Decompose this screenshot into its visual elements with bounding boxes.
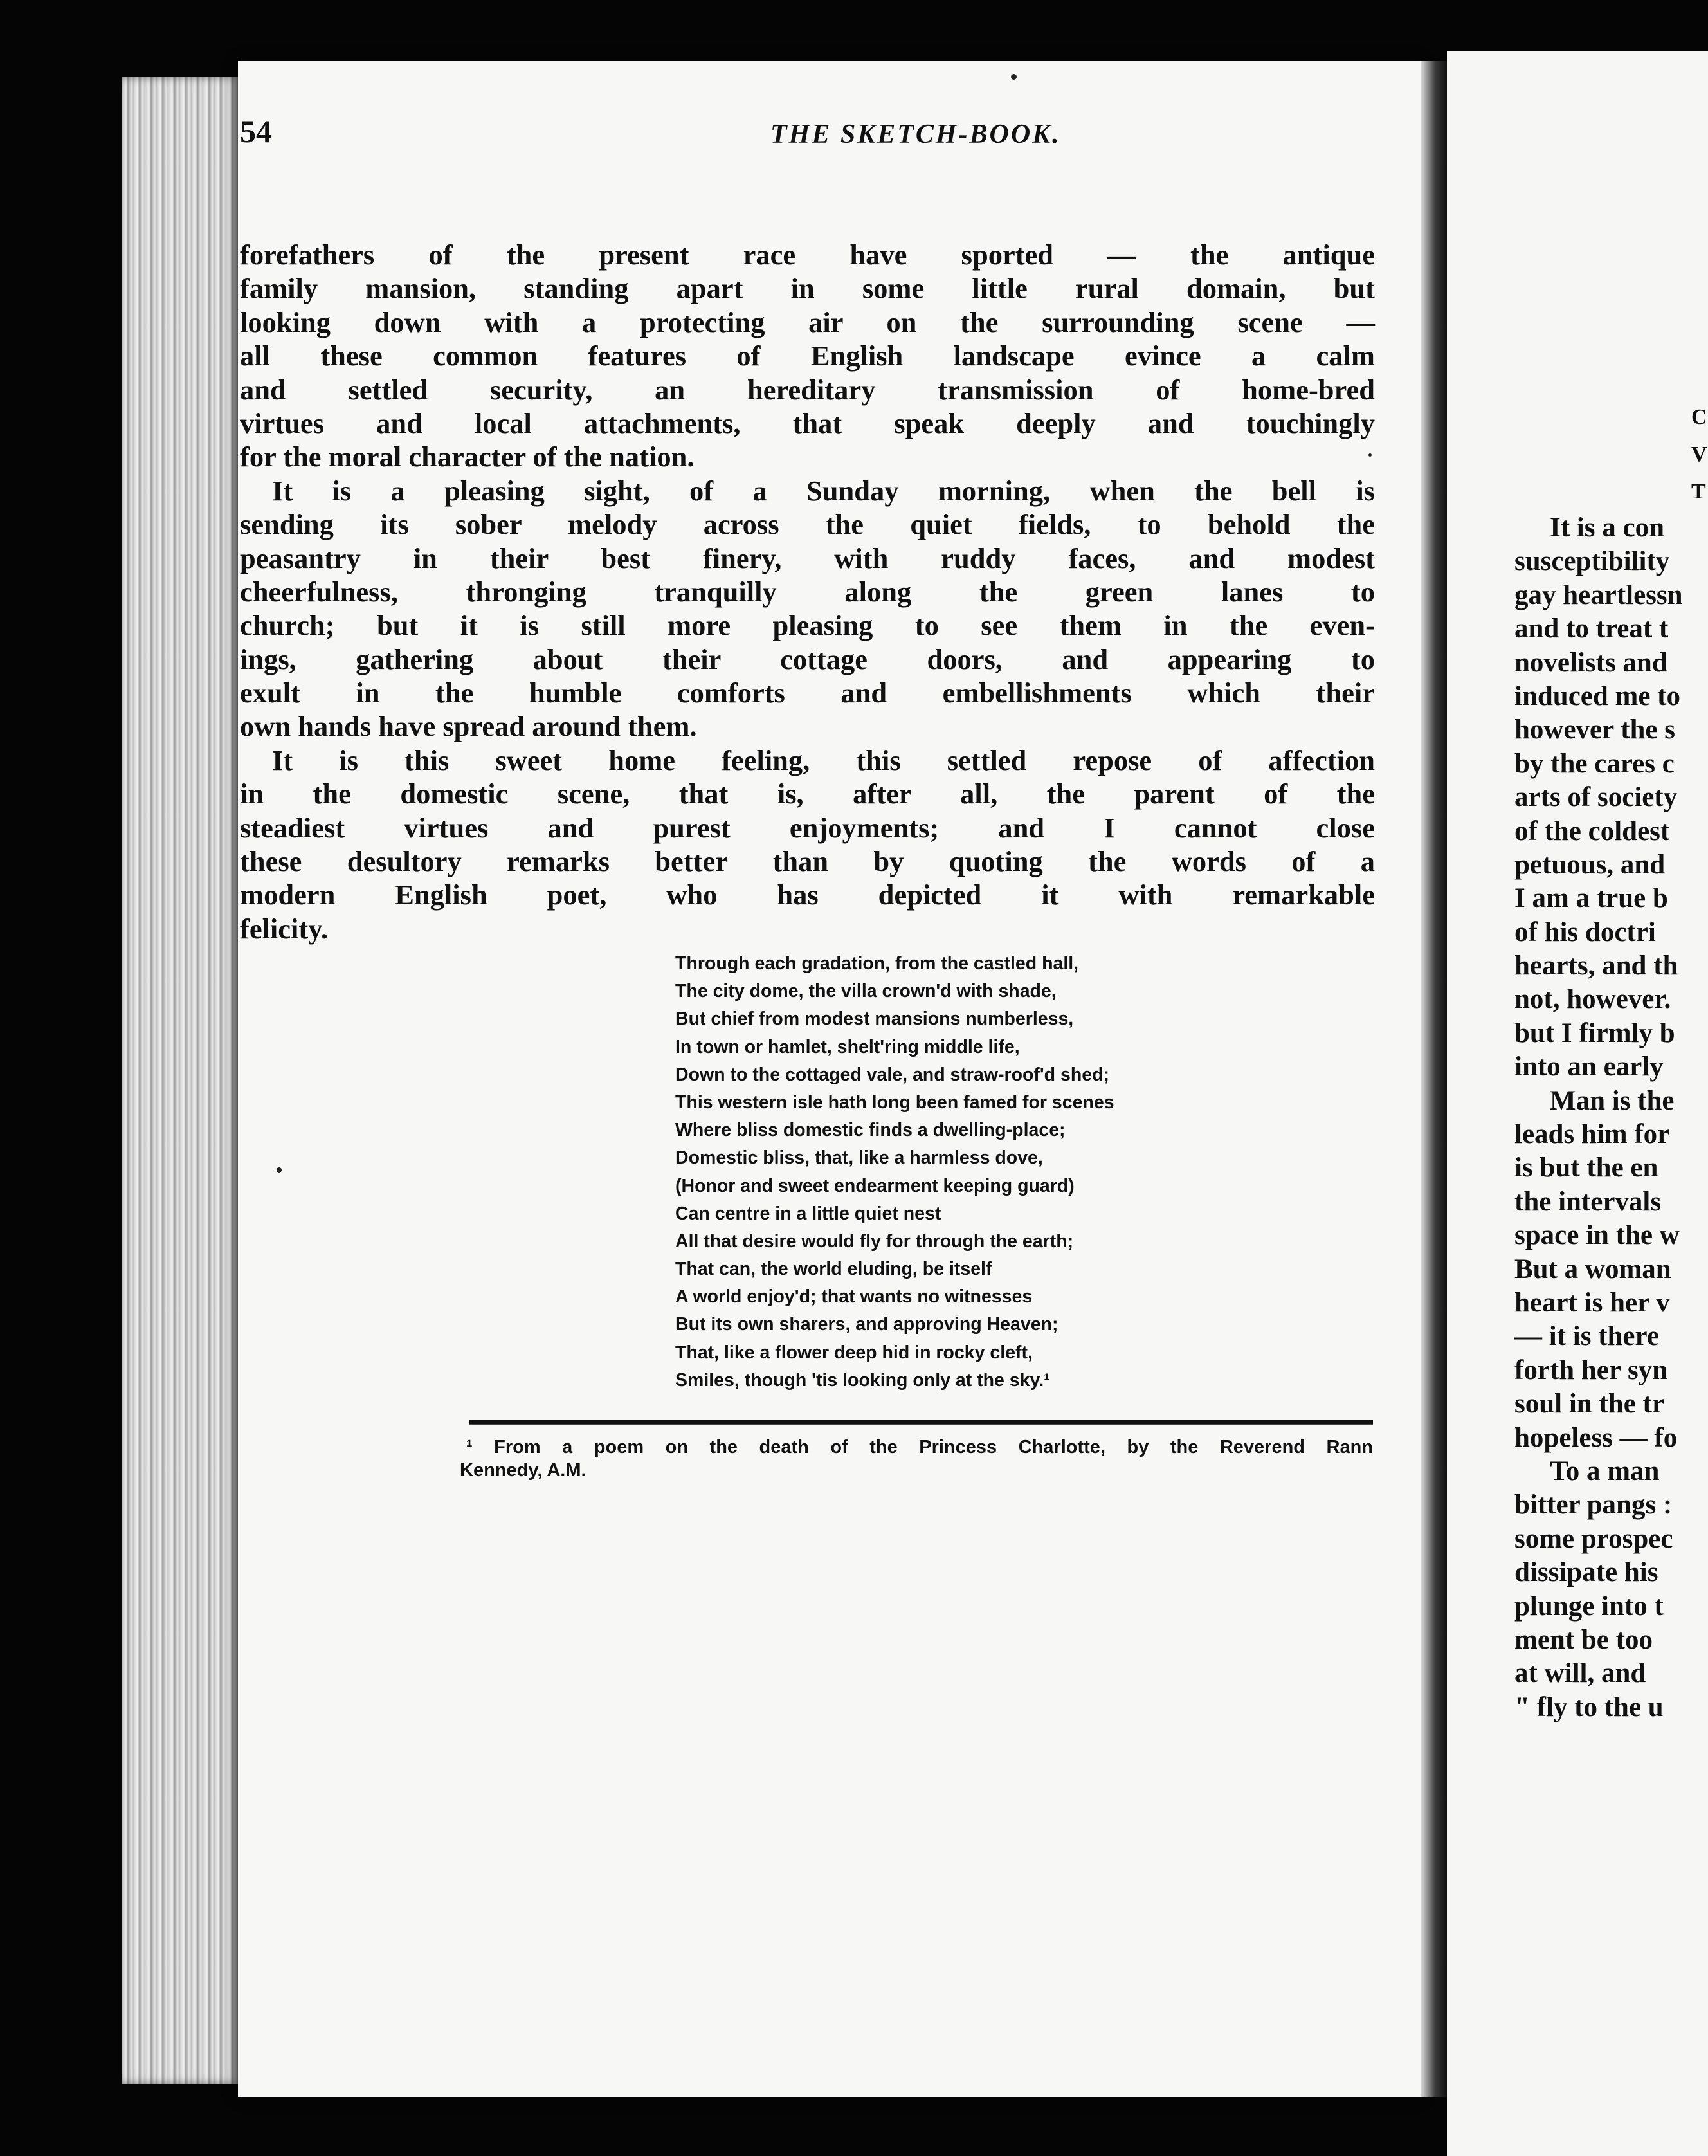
- text-line: steadiest virtues and purest enjoyments; and I cannot close: [240, 811, 1375, 844]
- text-line: bitter pangs :: [1514, 1490, 1673, 1521]
- text-line: sending its sober melody across the quiet fields, to behold the: [240, 508, 1375, 541]
- text-line: heart is her v: [1514, 1287, 1670, 1318]
- text-line: leads him for: [1514, 1119, 1670, 1150]
- text-line: virtues and local attachments, that speak deeply and touchingly: [240, 407, 1375, 439]
- text-line: modern English poet, who has depicted it with remarkable: [240, 879, 1375, 911]
- text-line: and to treat t: [1514, 614, 1669, 644]
- text-line: To a man: [1550, 1456, 1660, 1486]
- poem-line: This western isle hath long been famed for scenes: [675, 1092, 1114, 1113]
- poem-line: Domestic bliss, that, like a harmless dove,: [675, 1147, 1043, 1169]
- text-line: It is this sweet home feeling, this settled repose of affection: [272, 744, 1375, 776]
- text-line: I am a true b: [1514, 883, 1668, 914]
- text-line: gay heartlessn: [1514, 580, 1683, 610]
- text-line: church; but it is still more pleasing to see them in the even-: [240, 609, 1375, 642]
- right-page-text: [1514, 511, 1708, 1724]
- text-line: and settled security, an hereditary transmission of home-bred: [240, 373, 1375, 406]
- text-line: for the moral character of the nation.: [240, 441, 695, 473]
- text-line: the intervals: [1514, 1186, 1662, 1217]
- poem-line: A world enjoy'd; that wants no witnesses: [675, 1286, 1033, 1308]
- poem-line: Smiles, though 'tis looking only at the sky.¹: [675, 1369, 1050, 1391]
- poem-line: (Honor and sweet endearment keeping guard): [675, 1175, 1075, 1196]
- text-line: all these common features of English landscape evince a calm: [240, 340, 1375, 372]
- text-line: these desultory remarks better than by quoting the words of a: [240, 845, 1375, 878]
- text-line: family mansion, standing apart in some little rural domain, but: [240, 272, 1375, 305]
- footnote-line: Kennedy, A.M.: [460, 1460, 586, 1481]
- text-line: at will, and: [1514, 1658, 1646, 1689]
- text-line: induced me to: [1514, 681, 1680, 711]
- text-line: of his doctri: [1514, 917, 1656, 947]
- text-line: ings, gathering about their cottage doors, and appearing to: [240, 643, 1375, 675]
- text-line: is but the en: [1514, 1153, 1658, 1183]
- poem-line: The city dome, the villa crown'd with shade,: [675, 981, 1057, 1002]
- poem-line: Down to the cottaged vale, and straw-roof'd shed;: [675, 1064, 1109, 1085]
- text-line: cheerfulness, thronging tranquilly along the green lanes to: [240, 575, 1375, 608]
- text-line: hopeless — fo: [1514, 1422, 1678, 1453]
- text-line: own hands have spread around them.: [240, 710, 697, 743]
- ink-speck: [1011, 74, 1017, 80]
- running-title: THE SKETCH-BOOK.: [770, 120, 1061, 149]
- text-line: It is a con: [1550, 513, 1664, 543]
- poem-line: But its own sharers, and approving Heaven;: [675, 1314, 1058, 1335]
- text-line: felicity.: [240, 912, 329, 945]
- text-line: arts of society: [1514, 782, 1678, 813]
- text-line: novelists and: [1514, 647, 1667, 678]
- text-line: some prospec: [1514, 1523, 1673, 1554]
- text-line: — it is there: [1514, 1321, 1659, 1352]
- text-line: It is a pleasing sight, of a Sunday morning, when the bell is: [272, 474, 1375, 507]
- ink-speck: [277, 1167, 282, 1173]
- text-line: " fly to the u: [1514, 1692, 1664, 1722]
- text-line: exult in the humble comforts and embellishments which their: [240, 677, 1375, 709]
- text-line: susceptibility: [1514, 546, 1670, 577]
- body-text: [240, 238, 1375, 946]
- poem-line: Through each gradation, from the castled hall,: [675, 953, 1079, 974]
- text-line: but I firmly b: [1514, 1018, 1675, 1048]
- text-line: forefathers of the present race have sported — the antique: [240, 239, 1375, 271]
- text-line: looking down with a protecting air on the surrounding scene —: [240, 306, 1375, 338]
- text-line: But a woman: [1514, 1254, 1671, 1284]
- text-line: Man is the: [1550, 1085, 1675, 1116]
- poem-line: In town or hamlet, shelt'ring middle life,: [675, 1036, 1020, 1057]
- book-gutter: [1421, 61, 1447, 2097]
- heading-fragment: C: [1691, 405, 1707, 429]
- footnote: [460, 1436, 1373, 1482]
- text-line: dissipate his: [1514, 1557, 1658, 1588]
- text-line: by the cares c: [1514, 748, 1675, 779]
- text-line: hearts, and th: [1514, 951, 1678, 982]
- footnote-line: ¹ From a poem on the death of the Princess Charlotte, by the Reverend Rann: [466, 1437, 1373, 1457]
- text-line: soul in the tr: [1514, 1389, 1664, 1420]
- page-number: 54: [240, 113, 272, 149]
- text-line: however the s: [1514, 715, 1676, 745]
- text-line: of the coldest: [1514, 816, 1670, 846]
- text-line: peasantry in their best finery, with ruddy faces, and modest: [240, 542, 1375, 574]
- text-line: plunge into t: [1514, 1591, 1664, 1622]
- text-line: in the domestic scene, that is, after all, the parent of the: [240, 778, 1375, 810]
- text-line: space in the w: [1514, 1220, 1680, 1251]
- poem-line: Can centre in a little quiet nest: [675, 1203, 941, 1224]
- book-page-edges: [122, 77, 238, 2084]
- poem-line: Where bliss domestic finds a dwelling-place;: [675, 1120, 1066, 1141]
- text-line: not, however.: [1514, 984, 1671, 1015]
- text-line: petuous, and: [1514, 849, 1666, 880]
- footnote-rule: [469, 1420, 1373, 1425]
- heading-fragment: T: [1691, 480, 1706, 504]
- poem-quotation: [675, 950, 1241, 1394]
- heading-fragment: V: [1691, 443, 1707, 466]
- poem-line: That can, the world eluding, be itself: [675, 1259, 992, 1280]
- text-line: into an early: [1514, 1052, 1664, 1083]
- poem-line: But chief from modest mansions numberless,: [675, 1009, 1074, 1030]
- page-header: [240, 113, 1076, 164]
- right-page-heading-fragments: [1691, 399, 1708, 511]
- poem-line: That, like a flower deep hid in rocky cleft,: [675, 1342, 1033, 1363]
- text-line: ment be too: [1514, 1624, 1653, 1655]
- text-line: forth her syn: [1514, 1355, 1668, 1385]
- poem-line: All that desire would fly for through the earth;: [675, 1230, 1074, 1252]
